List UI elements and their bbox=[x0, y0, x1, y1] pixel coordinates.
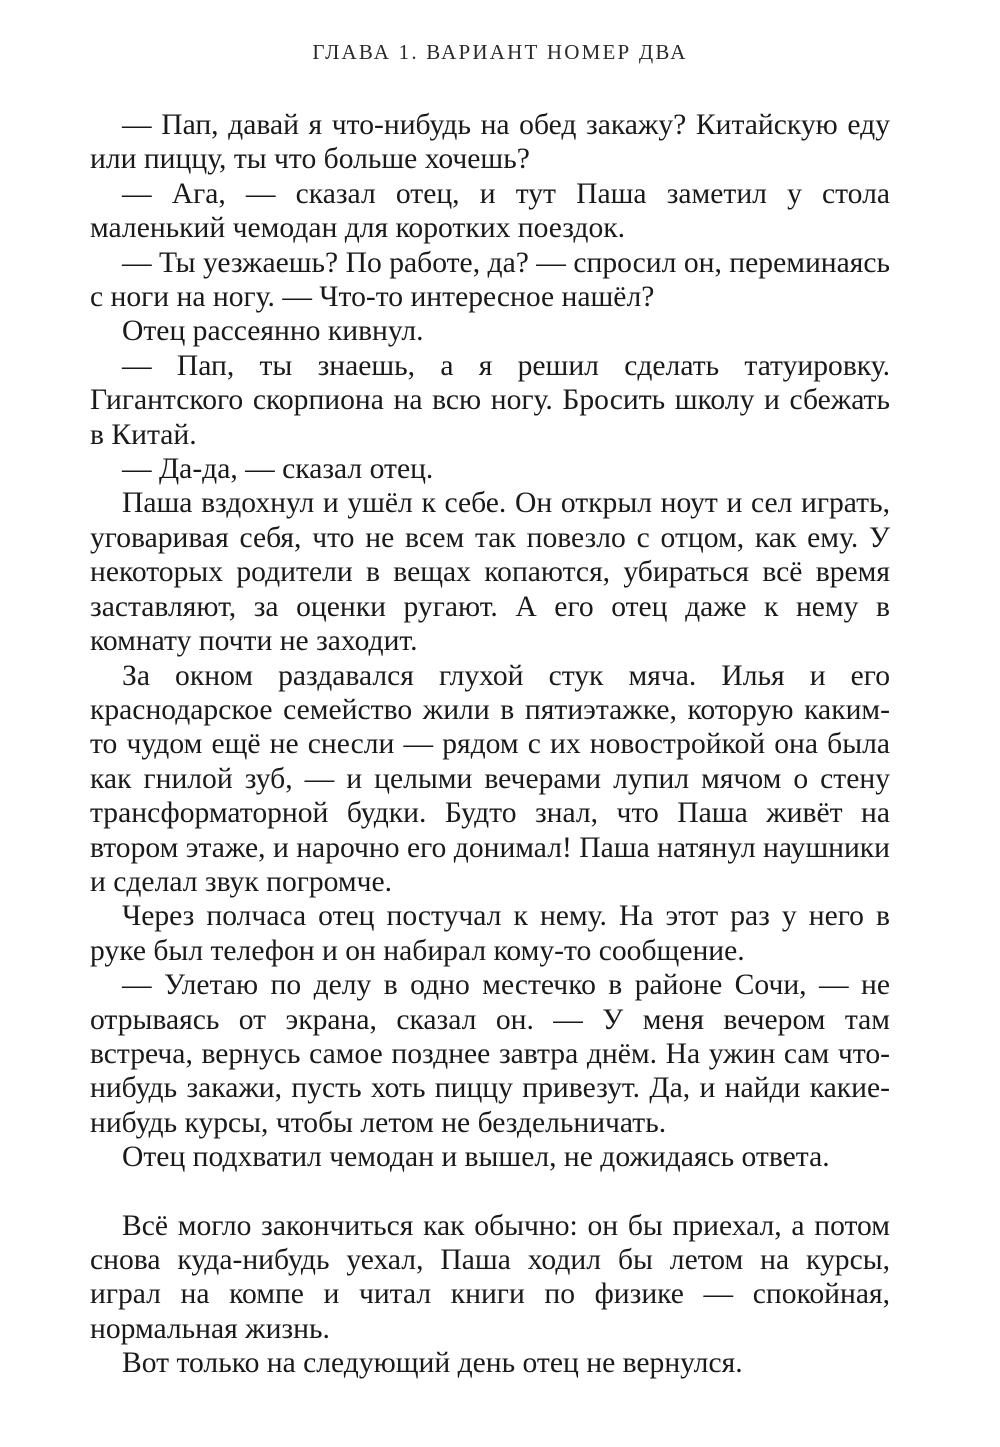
paragraph: Отец подхватил чемодан и вышел, не дожидаясь ответа. bbox=[122, 1141, 830, 1174]
paragraph: — Ага, — сказал отец, и тут Паша заметил у стола маленький чемодан для коротких поездок. bbox=[90, 177, 890, 245]
paragraph: — Пап, ты знаешь, а я решил сделать татуировку. Гигантского скорпиона на всю ногу. Бросить школу и сбежать в Китай. bbox=[90, 349, 890, 451]
section-break bbox=[90, 1175, 890, 1209]
paragraph: Паша вздохнул и ушёл к себе. Он открыл ноут и сел играть, уговаривая себя, что не всем так повезло с отцом, как ему. У некоторых родители в вещах копаются, убираться всё время заставляют, за оценки ругают. А его отец даже к нему в комнату почти не заходит. bbox=[90, 487, 890, 658]
paragraph: — Ты уезжаешь? По работе, да? — спросил он, переминаясь с ноги на ногу. — Что-то интересное нашёл? bbox=[90, 246, 890, 314]
paragraph: Вот только на следующий день отец не вернулся. bbox=[122, 1347, 743, 1380]
paragraph: Отец рассеянно кивнул. bbox=[122, 315, 424, 348]
running-header: ГЛАВА 1. ВАРИАНТ НОМЕР ДВА bbox=[312, 40, 688, 64]
paragraph: Через полчаса отец постучал к нему. На этот раз у него в руке был телефон и он набирал кому-то сообщение. bbox=[90, 900, 890, 967]
paragraph: — Пап, давай я что-нибудь на обед закажу? Китайскую еду или пиццу, ты что больше хочешь? bbox=[90, 109, 890, 176]
paragraph: Всё могло закончиться как обычно: он бы приехал, а потом снова куда-нибудь уехал, Паша ходил бы летом на курсы, играл на компе и читал книги по физике — спокойная, нормальная жизнь. bbox=[90, 1209, 890, 1345]
paragraph: За окном раздавался глухой стук мяча. Илья и его краснодарское семейство жили в пятиэтажке, которую каким-то чудом ещё не снесли — рядом с их новостройкой она была как гнилой зуб, — и целыми вечерами лупил мячом о стену трансформаторной будки. Будто знал, что Паша живёт на втором этаже, и нарочно его донимал! Паша натянул наушники и сделал звук погромче. bbox=[90, 659, 890, 898]
paragraph: — Улетаю по делу в одно местечко в районе Сочи, — не отрываясь от экрана, сказал он. — У меня вечером там встреча, вернусь самое позднее завтра днём. На ужин сам что-нибудь закажи, пусть хоть пиццу привезут. Да, и найди какие-нибудь курсы, чтобы летом не бездельничать. bbox=[90, 969, 890, 1139]
body-text bbox=[90, 108, 890, 1381]
paragraph: — Да-да, — сказал отец. bbox=[122, 453, 434, 486]
